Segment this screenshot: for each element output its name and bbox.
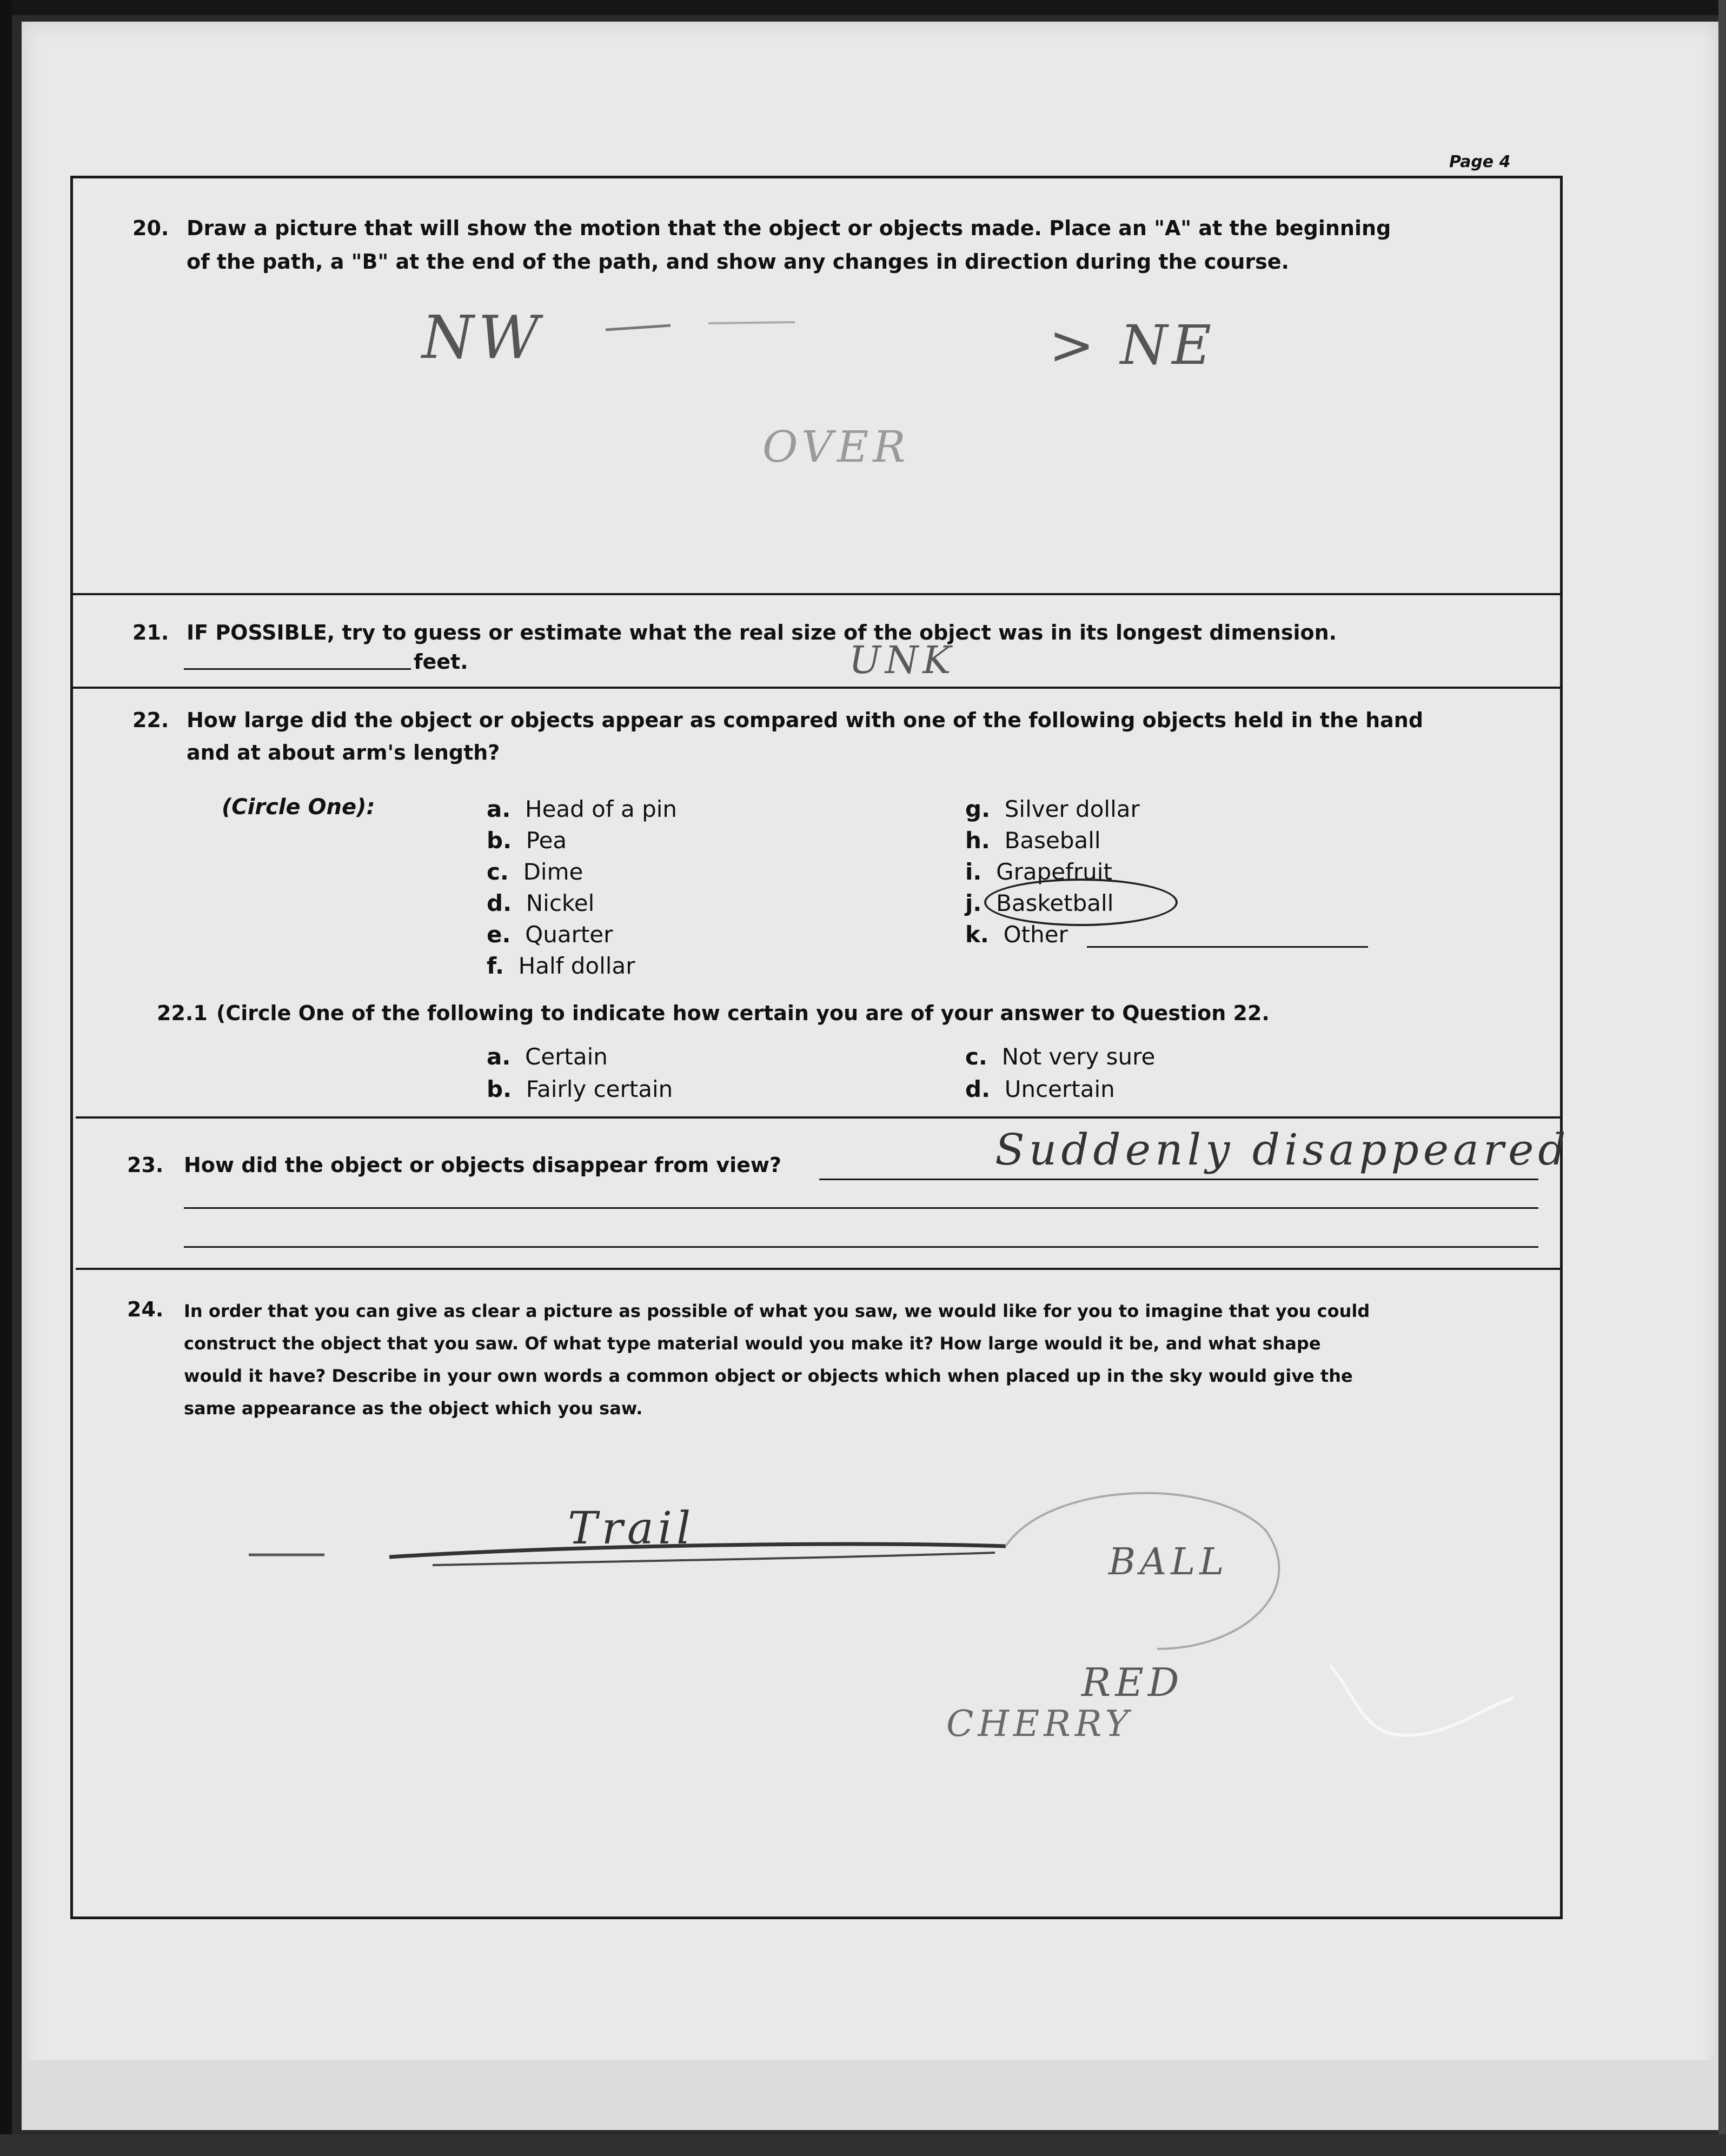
eraser-smudge xyxy=(1330,1665,1514,1735)
q24-answer-ball: BALL xyxy=(1108,1541,1229,1583)
q24-text-line3: would it have? Describe in your own words a common object or objects which when placed up in the sky would give the xyxy=(184,1366,1353,1386)
q21-number: 21. xyxy=(132,621,169,644)
q20-answer-over: OVER xyxy=(762,422,910,472)
q20-answer-from: NW xyxy=(422,303,544,372)
q20-text-line2: of the path, a "B" at the end of the path, and show any changes in direction during the course. xyxy=(187,250,1289,274)
film-border-left xyxy=(0,0,12,2156)
q22-option-g[interactable]: g. Silver dollar xyxy=(965,796,1140,822)
q22-option-j[interactable]: j. Basketball xyxy=(965,890,1114,916)
q22-1-option-b[interactable]: b. Fairly certain xyxy=(487,1076,673,1102)
q22-option-i[interactable]: i. Grapefruit xyxy=(965,859,1112,885)
q22-number: 22. xyxy=(132,708,169,732)
film-border-top xyxy=(0,0,1726,15)
q21-text: IF POSSIBLE, try to guess or estimate what the real size of the object was in its longest dimension. xyxy=(187,621,1337,644)
page-number: Page 4 xyxy=(1449,152,1511,171)
q24-answer-trail: Trail xyxy=(568,1503,695,1554)
q24-text-line1: In order that you can give as clear a picture as possible of what you saw, we would like for you to imagine that you could xyxy=(184,1301,1370,1321)
film-border-right xyxy=(1718,0,1726,2156)
q20-text-line1: Draw a picture that will show the motion that the object or objects made. Place an "A" at the beginning xyxy=(187,216,1391,240)
q21-unit: feet. xyxy=(414,650,468,674)
q22-option-f[interactable]: f. Half dollar xyxy=(487,953,635,979)
q24-number: 24. xyxy=(127,1297,164,1321)
q20-number: 20. xyxy=(132,216,169,240)
q20-answer-to: > NE xyxy=(1049,314,1216,377)
q22-option-e[interactable]: e. Quarter xyxy=(487,921,613,948)
q24-text-line4: same appearance as the object which you saw. xyxy=(184,1398,643,1419)
q22-instruction: (Circle One): xyxy=(222,795,375,820)
q22-option-k[interactable]: k. Other xyxy=(965,921,1068,948)
q20-path-stroke-2 xyxy=(708,322,795,323)
q22-option-b[interactable]: b. Pea xyxy=(487,827,567,854)
q22-text-line2: and at about arm's length? xyxy=(187,741,500,764)
q24-answer-red: RED xyxy=(1081,1660,1184,1705)
q22-option-a[interactable]: a. Head of a pin xyxy=(487,796,678,822)
q24-text-line2: construct the object that you saw. Of what type material would you make it? How large would it be, and what shape xyxy=(184,1333,1321,1354)
pencil-strokes xyxy=(22,22,1718,2130)
q20-path-stroke-1 xyxy=(606,325,671,330)
q22-option-c[interactable]: c. Dime xyxy=(487,859,583,885)
film-border-bottom xyxy=(0,2134,1726,2156)
q22-1-number: 22.1 xyxy=(157,1001,208,1025)
q24-answer-cherry: CHERRY xyxy=(946,1703,1133,1745)
q21-answer: UNK xyxy=(849,638,955,682)
q22-1-option-a[interactable]: a. Certain xyxy=(487,1043,608,1070)
q24-trail-stroke-3 xyxy=(433,1553,995,1565)
q24-ball-outline xyxy=(1006,1493,1279,1649)
q22-1-option-c[interactable]: c. Not very sure xyxy=(965,1043,1156,1070)
q22-option-d[interactable]: d. Nickel xyxy=(487,890,595,916)
paper-sheet xyxy=(22,22,1718,2130)
q23-number: 23. xyxy=(127,1153,164,1177)
q22-text-line1: How large did the object or objects appear as compared with one of the following objects held in the hand xyxy=(187,708,1424,732)
q22-option-h[interactable]: h. Baseball xyxy=(965,827,1101,854)
q23-text: How did the object or objects disappear from view? xyxy=(184,1153,782,1177)
q22-1-text: (Circle One of the following to indicate how certain you are of your answer to Question 22. xyxy=(216,1001,1270,1025)
q22-1-option-d[interactable]: d. Uncertain xyxy=(965,1076,1115,1102)
q23-answer: Suddenly disappeared xyxy=(995,1124,1570,1175)
